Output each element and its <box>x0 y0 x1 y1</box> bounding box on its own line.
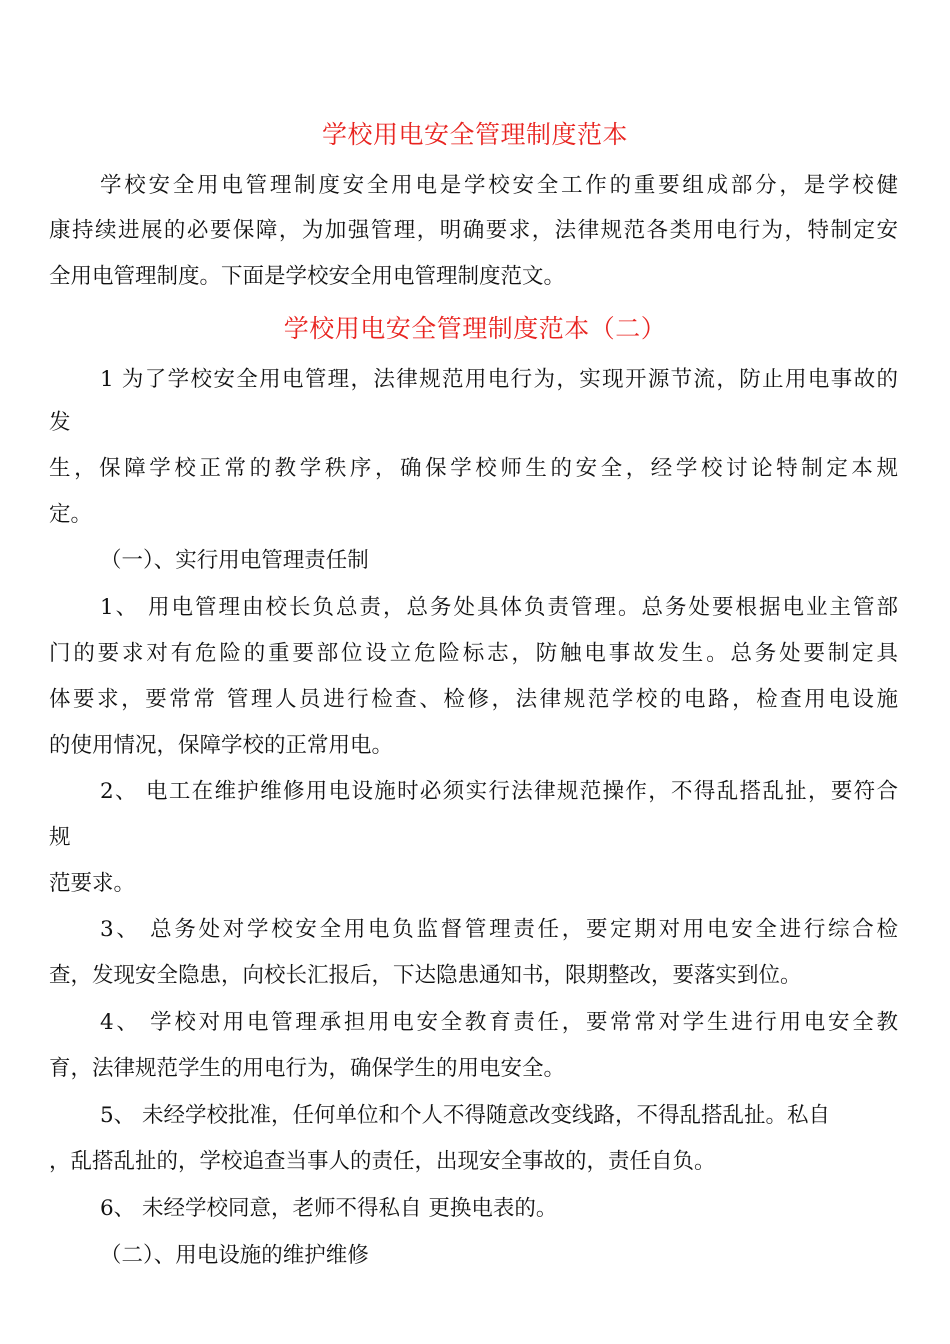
section2-heading: （二）、用电设施的维护维修 <box>100 1243 369 1268</box>
item1-line-1: 1、 用电管理由校长负总责，总务处具体负责管理。总务处要根据电业主管部 <box>100 595 898 620</box>
para1-line-4: 定。 <box>49 502 93 527</box>
section1-heading: （一）、实行用电管理责任制 <box>100 548 369 573</box>
item1-line-4: 的使用情况，保障学校的正常用电。 <box>49 733 394 758</box>
intro-line-2: 康持续进展的必要保障，为加强管理，明确要求，法律规范各类用电行为，特制定安 <box>49 218 898 243</box>
item3-line-1: 3、 总务处对学校安全用电负监督管理责任，要定期对用电安全进行综合检 <box>100 917 898 942</box>
item3-line-2: 查，发现安全隐患，向校长汇报后，下达隐患通知书，限期整改，要落实到位。 <box>49 963 802 988</box>
item1-line-2: 门的要求对有危险的重要部位设立危险标志，防触电事故发生。总务处要制定具 <box>49 641 898 666</box>
item6-line: 6、 未经学校同意，老师不得私自 更换电表的。 <box>100 1196 558 1221</box>
item4-line-1: 4、 学校对用电管理承担用电安全教育责任，要常常对学生进行用电安全教 <box>100 1010 898 1035</box>
item5-line-2: ，乱搭乱扯的，学校追查当事人的责任，出现安全事故的，责任自负。 <box>49 1149 716 1174</box>
item5-line-1: 5、 未经学校批准，任何单位和个人不得随意改变线路，不得乱搭乱扯。私自 <box>100 1103 831 1128</box>
para1-line-2: 发 <box>49 410 71 435</box>
item2-line-2: 规 <box>49 825 71 850</box>
item4-line-2: 育，法律规范学生的用电行为，确保学生的用电安全。 <box>49 1056 566 1081</box>
item1-line-3: 体要求，要常常 管理人员进行检查、检修，法律规范学校的电路，检查用电设施 <box>49 687 898 712</box>
intro-line-1: 学校安全用电管理制度安全用电是学校安全工作的重要组成部分，是学校健 <box>100 173 898 198</box>
document-title: 学校用电安全管理制度范本 <box>321 120 628 149</box>
para1-line-1: 1 为了学校安全用电管理，法律规范用电行为，实现开源节流，防止用电事故的 <box>100 367 898 392</box>
item2-line-3: 范要求。 <box>49 871 136 896</box>
intro-line-3: 全用电管理制度。下面是学校安全用电管理制度范文。 <box>49 264 566 289</box>
para1-line-3: 生，保障学校正常的教学秩序，确保学校师生的安全，经学校讨论特制定本规 <box>49 456 898 481</box>
document-subtitle: 学校用电安全管理制度范本（二） <box>283 314 667 343</box>
item2-line-1: 2、 电工在维护维修用电设施时必须实行法律规范操作，不得乱搭乱扯，要符合 <box>100 779 898 804</box>
